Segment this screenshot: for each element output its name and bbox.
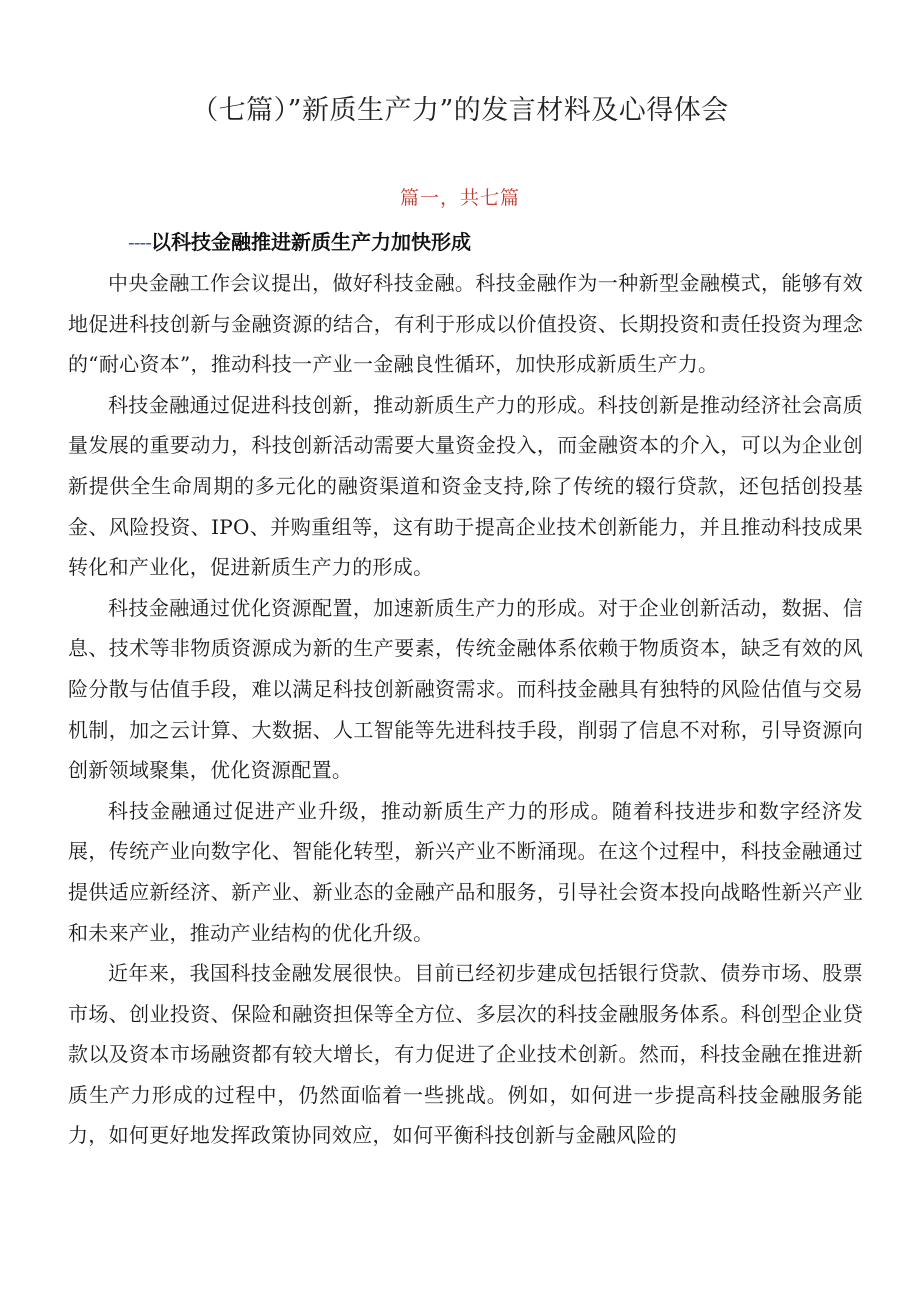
paragraph-5: 近年来，我国科技金融发展很快。目前已经初步建成包括银行贷款、债券市场、股票市场、创业投资、保险和融资担保等全方位、多层次的科技金融服务体系。科创型企业贷款以及资本市场融资都有较大增长，有力促进了企业技术创新。然而，科技金融在推进新质生产力形成的过程中，仍然面临着一些挑战。例如，如何进一步提高科技金融服务能力，如何更好地发挥政策协同效应，如何平衡科技创新与金融风险的: [68, 961, 863, 1148]
paragraph-2: 科技金融通过促进科技创新，推动新质生产力的形成。科技创新是推动经济社会高质量发展的重要动力，科技创新活动需要大量资金投入，而金融资本的介入，可以为企业创新提供全生命周期的多元化的融资渠道和资金支持,除了传统的辍行贷款，还包括创投基金、风险投资、IPO、并购重组等，这有助于提高企业技术创新能力，并且推动科技成果转化和产业化，促进新质生产力的形成。: [68, 392, 863, 580]
subtitle-text: 以科技金融推进新质生产力加快形成: [151, 230, 472, 254]
paragraph-3: 科技金融通过优化资源配置，加速新质生产力的形成。对于企业创新活动，数据、信息、技术等非物质资源成为新的生产要素，传统金融体系依赖于物质资本，缺乏有效的风险分散与估值手段，难以满足科技创新融资需求。而科技金融具有独特的风险估值与交易机制，加之云计算、大数据、人工智能等先进科技手段，削弱了信息不对称，引导资源向创新领域聚集，优化资源配置。: [68, 595, 863, 783]
subtitle-dash: ----: [128, 230, 152, 254]
paragraph-1: 中央金融工作会议提出，做好科技金融。科技金融作为一种新型金融模式，能够有效地促进科技创新与金融资源的结合，有利于形成以价值投资、长期投资和责任投资为理念的“耐心资本”，推动科技一产业一金融良性循环，加快形成新质生产力。: [68, 271, 863, 377]
document-title: （七篇）”新质生产力”的发言材料及心得体会: [191, 95, 729, 126]
paragraph-4: 科技金融通过促进产业升级，推动新质生产力的形成。随着科技进步和数字经济发展，传统产业向数字化、智能化转型，新兴产业不断涌现。在这个过程中，科技金融通过提供适应新经济、新产业、新业态的金融产品和服务，引导社会资本投向战略性新兴产业和未来产业，推动产业结构的优化升级。: [68, 798, 863, 945]
section-heading: 篇一，共七篇: [399, 187, 520, 209]
article-body: [68, 263, 863, 1156]
article-subtitle: [128, 226, 471, 255]
